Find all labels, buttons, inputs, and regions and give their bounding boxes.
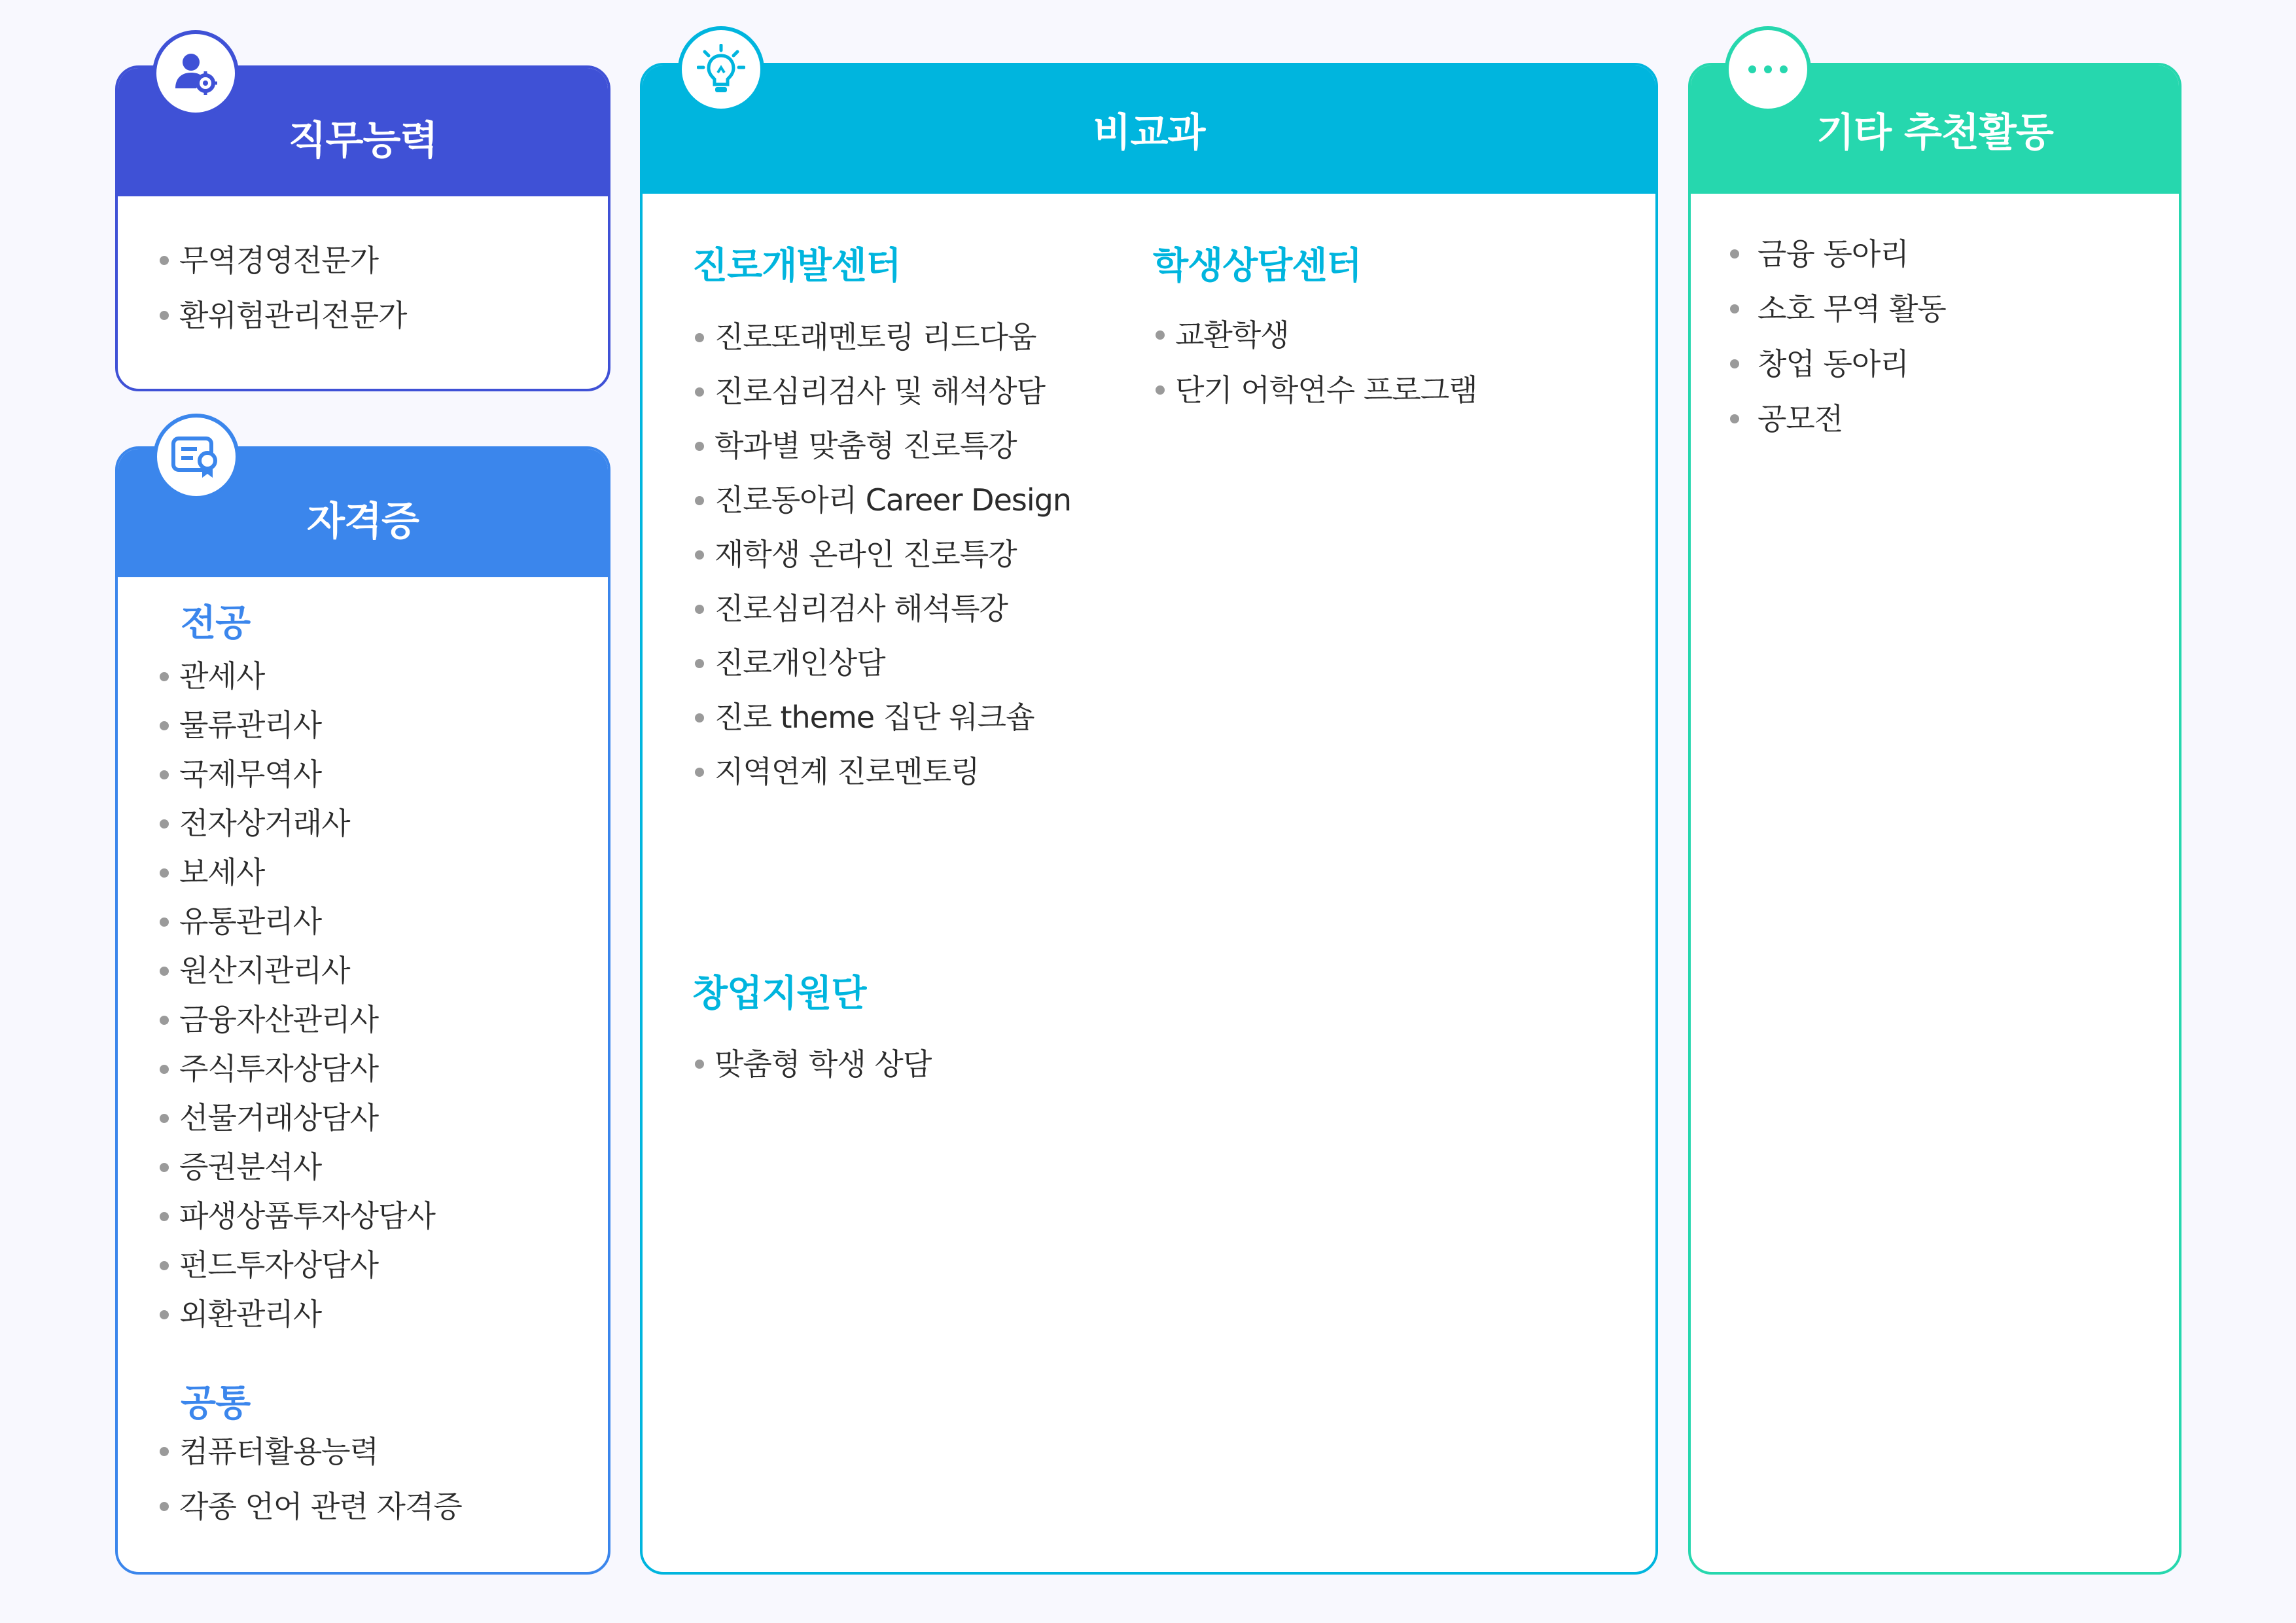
list-item: 컴퓨터활용능력: [160, 1424, 462, 1479]
list-item: 교환학생: [1156, 308, 1477, 363]
list-item: 공모전: [1730, 391, 1946, 446]
list-item: 진로동아리 Career Design: [695, 473, 1071, 527]
career-center-list: [695, 310, 1071, 799]
startup-center-title: 창업지원단: [692, 972, 866, 1015]
list-item: 진로개인상담: [695, 636, 1071, 690]
list-item: 재학생 온라인 진로특강: [695, 527, 1071, 582]
list-item: 단기 어학연수 프로그램: [1156, 363, 1477, 418]
list-item: 유통관리사: [160, 897, 435, 946]
list-item: 전자상거래사: [160, 799, 435, 848]
more-dots-icon: [1725, 26, 1811, 113]
job-skills-list: [160, 233, 407, 343]
list-item: 학과별 맞춤형 진로특강: [695, 419, 1071, 473]
list-item: 소호 무역 활동: [1730, 281, 1946, 336]
certificates-title: 자격증: [307, 499, 419, 544]
list-item: 주식투자상담사: [160, 1044, 435, 1094]
list-item: 외환관리사: [160, 1290, 435, 1339]
list-item: 창업 동아리: [1730, 336, 1946, 391]
list-item: 지역연계 진로멘토링: [695, 745, 1071, 799]
list-item: 펀드투자상담사: [160, 1241, 435, 1290]
counseling-center-list: [1156, 308, 1477, 418]
certificate-icon: [153, 414, 239, 500]
other-activities-list: [1730, 226, 1946, 446]
startup-center-list: [695, 1037, 931, 1092]
list-item: 물류관리사: [160, 701, 435, 750]
extracurricular-header: [643, 65, 1655, 194]
common-cert-list: [160, 1424, 462, 1534]
list-item: 각종 언어 관련 자격증: [160, 1479, 462, 1534]
major-cert-list: [160, 652, 435, 1339]
major-section-title: 전공: [181, 602, 251, 645]
list-item: 진로심리검사 및 해석상담: [695, 365, 1071, 419]
list-item: 파생상품투자상담사: [160, 1192, 435, 1241]
job-skills-title: 직무능력: [288, 118, 438, 164]
career-center-title: 진로개발센터: [692, 245, 901, 287]
list-item: 관세사: [160, 652, 435, 701]
list-item: 진로 theme 집단 워크숍: [695, 690, 1071, 745]
list-item: 원산지관리사: [160, 946, 435, 995]
list-item: 무역경영전문가: [160, 233, 407, 288]
certificates-card: [115, 446, 610, 1575]
list-item: 국제무역사: [160, 750, 435, 799]
list-item: 보세사: [160, 848, 435, 897]
extracurricular-card: [640, 63, 1658, 1575]
other-activities-title: 기타 추천활동: [1816, 110, 2053, 156]
list-item: 금융 동아리: [1730, 226, 1946, 281]
list-item: 금융자산관리사: [160, 995, 435, 1044]
other-activities-card: [1688, 63, 2181, 1575]
list-item: 맞춤형 학생 상담: [695, 1037, 931, 1092]
user-gear-icon: [152, 30, 239, 116]
list-item: 진로또래멘토링 리드다움: [695, 310, 1071, 365]
extracurricular-title: 비교과: [1093, 110, 1205, 156]
common-section-title: 공통: [181, 1382, 251, 1425]
list-item: 선물거래상담사: [160, 1094, 435, 1143]
list-item: 증권분석사: [160, 1143, 435, 1192]
list-item: 환위험관리전문가: [160, 288, 407, 343]
list-item: 진로심리검사 해석특강: [695, 582, 1071, 636]
counseling-center-title: 학생상담센터: [1153, 245, 1362, 287]
lightbulb-icon: [678, 26, 764, 113]
